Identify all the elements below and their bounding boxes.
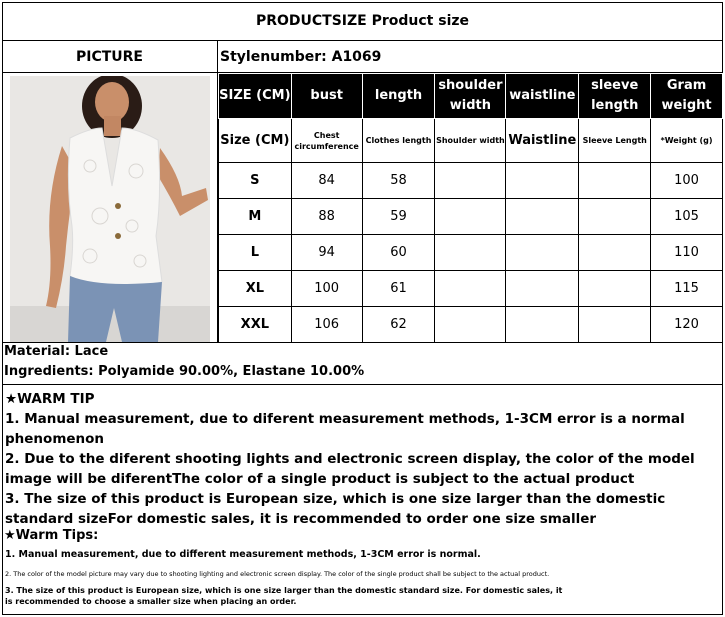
table-cell: 88 — [291, 199, 362, 235]
size-cell: L — [219, 235, 292, 271]
table-cell — [435, 199, 506, 235]
table-row — [219, 199, 723, 235]
warm-tip-item: 3. The size of this product is European size, which is one size larger than the domestic standard sizeFor domestic sales, it is recommended to order one size smaller — [5, 491, 666, 527]
table-subheader-row — [219, 119, 723, 163]
table-cell — [506, 271, 579, 307]
table-cell: 84 — [291, 163, 362, 199]
subheader-cell: Sleeve Length — [579, 119, 651, 163]
warm-tips-title: ★Warm Tips: — [4, 528, 99, 543]
subheader-cell: Size (CM) — [219, 119, 292, 163]
table-row — [219, 235, 723, 271]
table-cell — [435, 163, 506, 199]
subheader-cell: *Weight (g) — [651, 119, 723, 163]
size-cell: M — [219, 199, 292, 235]
ingredients-text: Ingredients: Polyamide 90.00%, Elastane 10.00% — [4, 364, 365, 379]
material-text: Material: Lace — [4, 344, 109, 359]
header-cell: waistline — [506, 74, 579, 119]
table-cell: 110 — [651, 235, 723, 271]
warm-tips-item: 1. Manual measurement, due to different measurement methods, 1-3CM error is normal. — [5, 549, 481, 560]
header-cell: bust — [291, 74, 362, 119]
warm-tips-item: 3. The size of this product is European size, which is one size larger than the domestic standard size. For domestic sales, it is recommended to choose a smaller size when placing an order. — [5, 586, 563, 606]
table-cell: 58 — [362, 163, 435, 199]
table-cell: 94 — [291, 235, 362, 271]
header-cell: Gram weight — [651, 74, 723, 119]
table-cell: 120 — [651, 307, 723, 343]
header-cell: sleeve length — [579, 74, 651, 119]
picture-label: PICTURE — [75, 48, 143, 65]
table-cell — [506, 235, 579, 271]
table-cell — [506, 307, 579, 343]
product-photo — [10, 76, 210, 342]
table-cell — [579, 235, 651, 271]
size-cell: XXL — [219, 307, 292, 343]
table-cell: 105 — [651, 199, 723, 235]
subheader-cell: Waistline — [506, 119, 579, 163]
table-cell — [579, 307, 651, 343]
size-cell: S — [219, 163, 292, 199]
table-cell: 100 — [651, 163, 723, 199]
size-table — [218, 73, 723, 343]
warm-tip-title: ★WARM TIP — [5, 391, 95, 407]
table-cell: 100 — [291, 271, 362, 307]
table-cell: 61 — [362, 271, 435, 307]
subheader-cell: Shoulder width — [435, 119, 506, 163]
table-row — [219, 307, 723, 343]
style-number: Stylenumber: A1069 — [220, 48, 382, 65]
table-cell — [579, 163, 651, 199]
subheader-cell: Chest circumference — [291, 119, 362, 163]
table-cell: 60 — [362, 235, 435, 271]
header-cell: SIZE (CM) — [219, 74, 292, 119]
table-cell — [579, 199, 651, 235]
table-row — [219, 271, 723, 307]
table-cell — [506, 199, 579, 235]
page-title: PRODUCTSIZE Product size — [255, 13, 470, 29]
table-header-row — [219, 74, 723, 119]
table-cell: 59 — [362, 199, 435, 235]
table-cell — [579, 271, 651, 307]
warm-tip-item: 2. Due to the diferent shooting lights and electronic screen display, the color of the model image will be diferentThe color of a single product is subject to the actual product — [5, 451, 695, 487]
model-illustration — [10, 76, 210, 342]
table-cell: 115 — [651, 271, 723, 307]
header-cell: length — [362, 74, 435, 119]
divider — [2, 384, 723, 385]
size-cell: XL — [219, 271, 292, 307]
warm-tip-section — [5, 389, 719, 529]
table-cell — [435, 271, 506, 307]
table-row — [219, 163, 723, 199]
table-cell — [506, 163, 579, 199]
header-cell: shoulder width — [435, 74, 506, 119]
table-cell: 106 — [291, 307, 362, 343]
subheader-cell: Clothes length — [362, 119, 435, 163]
table-cell — [435, 307, 506, 343]
table-cell — [435, 235, 506, 271]
table-cell: 62 — [362, 307, 435, 343]
warm-tip-item: 1. Manual measurement, due to diferent measurement methods, 1-3CM error is a normal phenomenon — [5, 411, 685, 447]
warm-tips-item: 2. The color of the model picture may vary due to shooting lighting and electronic screen display. The color of the single product shall be subject to the actual product. — [5, 570, 550, 578]
